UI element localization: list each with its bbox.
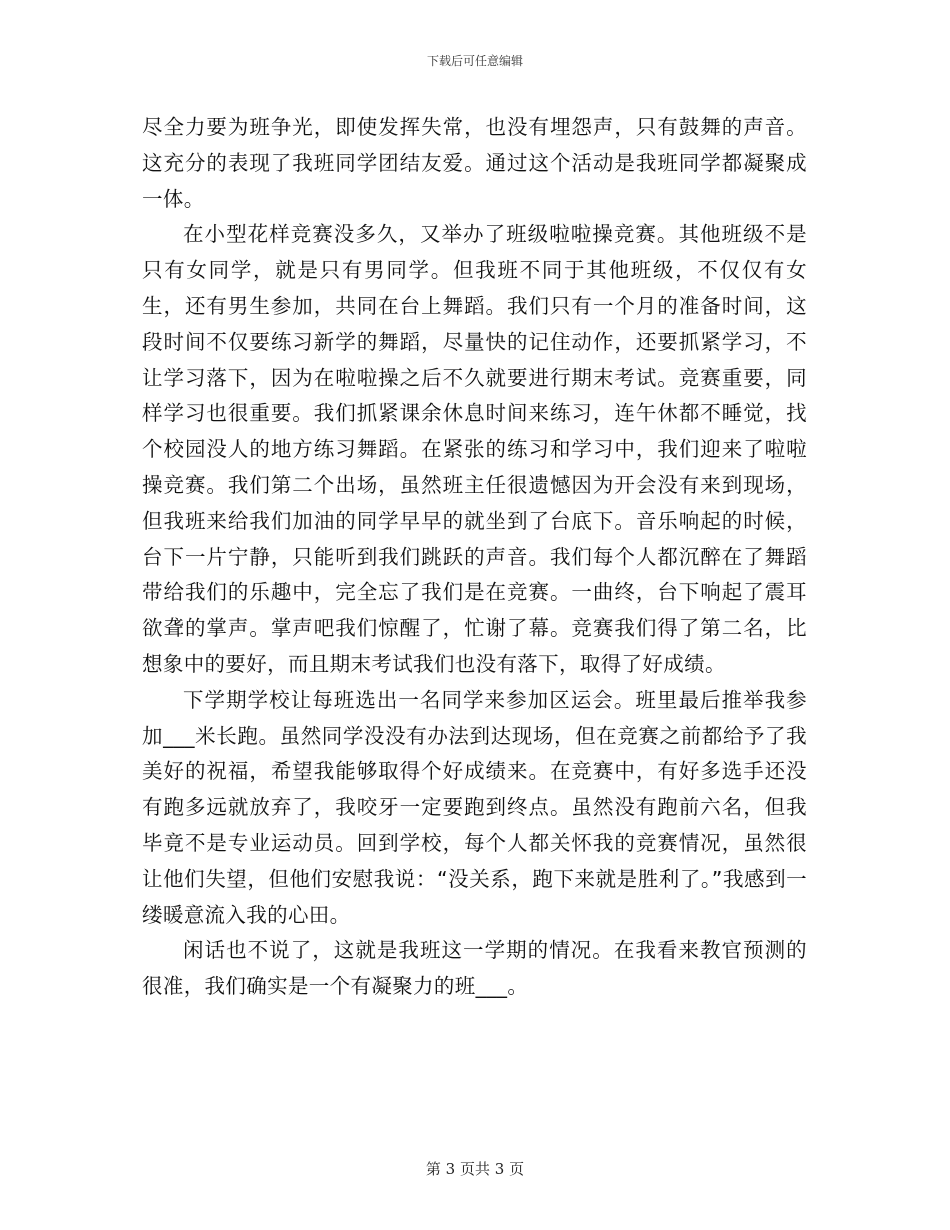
page-number-footer: 第 3 页共 3 页 — [425, 1160, 525, 1178]
paragraph-2: 在小型花样竞赛没多久，又举办了班级啦啦操竞赛。其他班级不是只有女同学，就是只有男同学。但我班不同于其他班级，不仅仅有女生，还有男生参加，共同在台上舞蹈。我们只有一个月的准备时间，这段时间不仅要练习新学的舞蹈，尽量快的记住动作，还要抓紧学习，不让学习落下，因为在啦啦操之后不久就要进行期末考试。竞赛重要，同样学习也很重要。我们抓紧课余休息时间来练习，连午休都不睡觉，找个校园没人的地方练习舞蹈。在紧张的练习和学习中，我们迎来了啦啦操竞赛。我们第二个出场，虽然班主任很遗憾因为开会没有来到现场，但我班来给我们加油的同学早早的就坐到了台底下。音乐响起的时候，台下一片宁静，只能听到我们跳跃的声音。我们每个人都沉醉在了舞蹈带给我们的乐趣中，完全忘了我们是在竞赛。一曲终，台下响起了震耳欲聋的掌声。掌声吧我们惊醒了，忙谢了幕。竞赛我们得了第二名，比想象中的要好，而且期末考试我们也没有落下，取得了好成绩。 — [142, 222, 807, 676]
paragraph-4: 闲话也不说了，这就是我班这一学期的情况。在我看来教官预测的很准，我们确实是一个有凝聚力的班___。 — [142, 938, 807, 999]
document-body — [142, 110, 807, 1005]
paragraph-3: 下学期学校让每班选出一名同学来参加区运会。班里最后推举我参加___米长跑。虽然同学没没有办法到达现场，但在竞赛之前都给予了我美好的祝福，希望我能够取得个好成绩来。在竞赛中，有好多选手还没有跑多远就放弃了，我咬牙一定要跑到终点。虽然没有跑前六名，但我毕竟不是专业运动员。回到学校，每个人都关怀我的竞赛情况，虽然很让他们失望，但他们安慰我说：“没关系，跑下来就是胜利了。”我感到一缕暖意流入我的心田。 — [142, 687, 807, 927]
page-header: 下载后可任意编辑 — [426, 54, 523, 68]
paragraph-1: 尽全力要为班争光，即使发挥失常，也没有埋怨声，只有鼓舞的声音。这充分的表现了我班同学团结友爱。通过这个活动是我班同学都凝聚成一体。 — [142, 115, 807, 211]
